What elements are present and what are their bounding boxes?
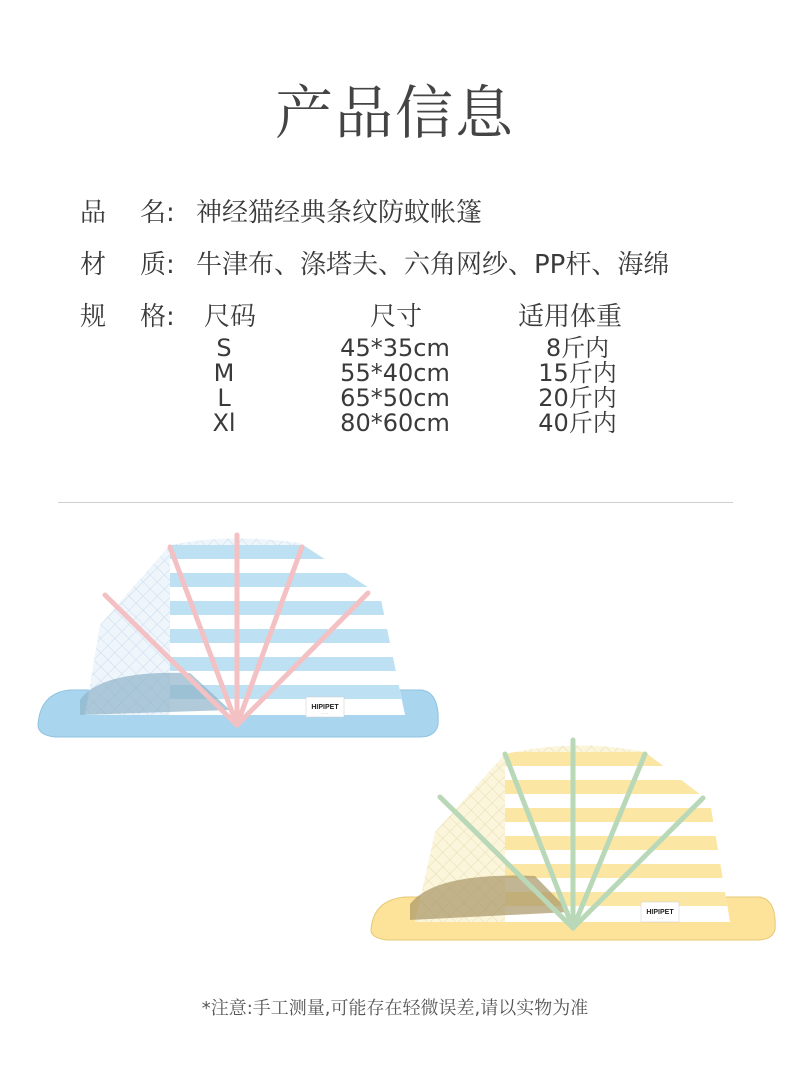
tent-brand-sub: · · · bbox=[656, 916, 664, 921]
material-value: 牛津布、涤塔夫、六角网纱、PP杆、海绵 bbox=[196, 250, 670, 280]
product-name-value: 神经猫经典条纹防蚊帐篷 bbox=[196, 198, 483, 228]
tent-brand-sub: · · · bbox=[321, 711, 329, 716]
field-key-1: 品 bbox=[80, 198, 107, 228]
measurement-note: *注意:手工测量,可能存在轻微误差,请以实物为准 bbox=[201, 998, 589, 1019]
tent-brand-label: HIPIPET bbox=[311, 704, 339, 711]
tent-image-blue bbox=[30, 525, 450, 745]
spec-size-code: Xl bbox=[212, 409, 236, 437]
field-key-2: 名: bbox=[140, 198, 175, 228]
spec-dimensions: 80*60cm bbox=[340, 409, 450, 437]
spec-row bbox=[80, 296, 196, 333]
spec-size-code: S bbox=[216, 334, 232, 362]
field-key-1: 规 bbox=[80, 302, 107, 332]
field-key-1: 材 bbox=[80, 250, 107, 280]
tent-image-yellow bbox=[365, 732, 785, 947]
spec-size-code: L bbox=[217, 384, 231, 412]
spec-size-code: M bbox=[213, 359, 235, 387]
spec-dimensions: 65*50cm bbox=[340, 384, 450, 412]
product-name-row bbox=[80, 192, 482, 229]
spec-weight: 8斤内 bbox=[545, 334, 610, 362]
spec-header-weight: 适用体重 bbox=[518, 302, 623, 332]
field-key-2: 质: bbox=[140, 250, 175, 280]
material-row bbox=[80, 244, 669, 281]
spec-dimensions: 55*40cm bbox=[340, 359, 450, 387]
spec-weight: 20斤内 bbox=[538, 384, 617, 412]
spec-weight: 15斤内 bbox=[538, 359, 617, 387]
page-title: 产品信息 bbox=[274, 79, 515, 147]
spec-weight: 40斤内 bbox=[538, 409, 617, 437]
tent-brand-label: HIPIPET bbox=[646, 909, 674, 916]
spec-header-size-code: 尺码 bbox=[204, 302, 257, 332]
section-divider bbox=[58, 502, 733, 503]
spec-header-dimensions: 尺寸 bbox=[370, 302, 423, 332]
field-key-2: 格: bbox=[140, 302, 175, 332]
spec-dimensions: 45*35cm bbox=[340, 334, 450, 362]
